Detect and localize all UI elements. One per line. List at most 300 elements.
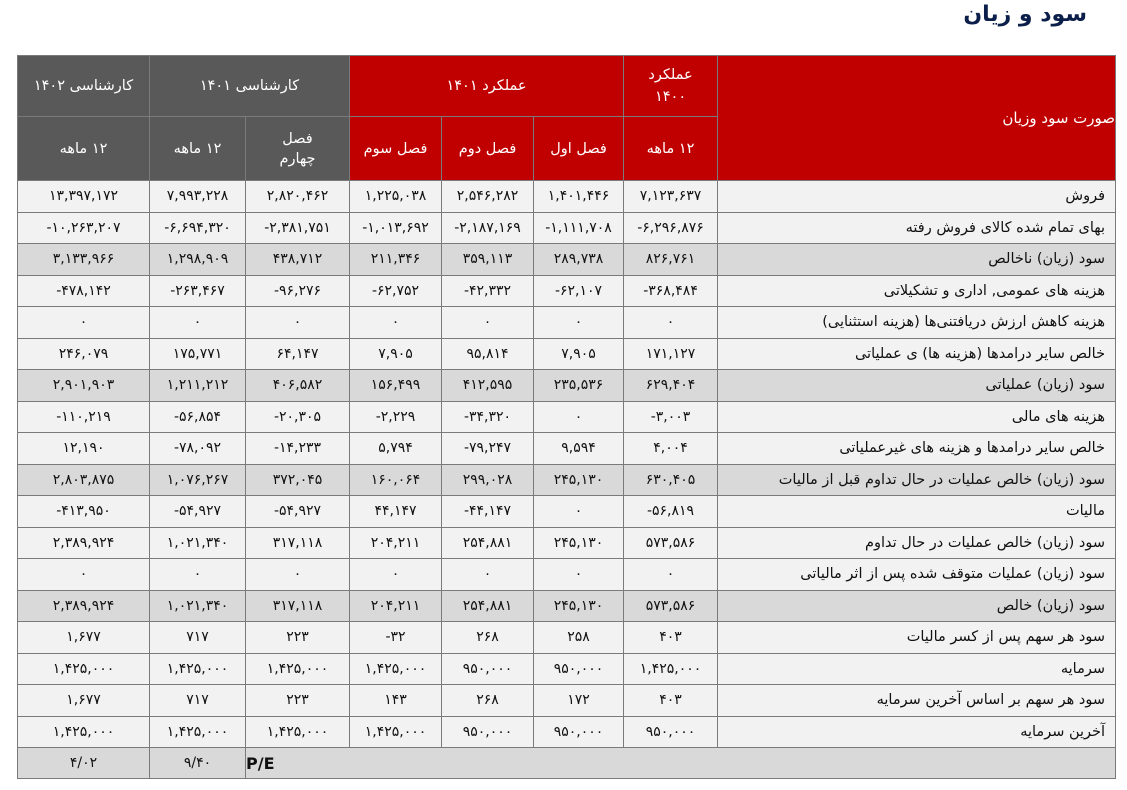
cell-1401-q4 (246, 275, 350, 307)
table-row (18, 212, 1116, 244)
cell-value: ۲۲۳ (286, 629, 309, 646)
cell-est1402-12m (18, 464, 150, 496)
cell-value: ۲۴۶,۰۷۹ (58, 345, 109, 362)
row-label: هزینه های مالی (718, 401, 1116, 433)
cell-value: -۲,۲۲۹ (375, 408, 416, 425)
cell-est1401-12m (150, 716, 246, 748)
pe-est1402 (18, 748, 150, 779)
cell-value: -۶,۶۹۴,۳۲۰ (164, 219, 231, 236)
cell-1400-12m (624, 181, 718, 213)
cell-value: -۹۶,۲۷۶ (273, 282, 322, 299)
cell-value: ۱,۰۲۱,۳۴۰ (166, 534, 229, 551)
cell-value: ۷,۱۲۳,۶۳۷ (639, 188, 702, 205)
cell-1401-q2 (442, 370, 534, 402)
cell-1401-q1 (534, 275, 624, 307)
cell-value: ۱,۴۲۵,۰۰۰ (364, 723, 427, 740)
cell-1401-q4 (246, 685, 350, 717)
cell-est1402-12m (18, 496, 150, 528)
cell-value: ۱,۴۲۵,۰۰۰ (166, 660, 229, 677)
cell-est1402-12m (18, 559, 150, 591)
cell-value: ۲۵۴,۸۸۱ (462, 597, 513, 614)
row-label: بهای تمام شده کالای فروش رفته (718, 212, 1116, 244)
group-header-actual-1401: عملکرد ۱۴۰۱ (350, 56, 624, 117)
cell-1401-q4 (246, 653, 350, 685)
cell-value: ۲,۵۴۶,۲۸۲ (456, 188, 519, 205)
cell-1400-12m (624, 559, 718, 591)
cell-est1401-12m (150, 275, 246, 307)
cell-value: -۵۴,۹۲۷ (273, 503, 322, 520)
cell-1401-q1 (534, 559, 624, 591)
cell-value: ۲۲۳ (286, 692, 309, 709)
cell-value: ۲۹۹,۰۲۸ (462, 471, 513, 488)
cell-value: -۱۱۰,۲۱۹ (56, 408, 111, 425)
cell-value: ۹۵۰,۰۰۰ (645, 723, 696, 740)
cell-value: ۹,۵۹۴ (561, 440, 596, 457)
cell-value: -۶۲,۷۵۲ (371, 282, 420, 299)
cell-1401-q2 (442, 181, 534, 213)
table-row (18, 181, 1116, 213)
cell-1400-12m (624, 433, 718, 465)
row-label: هزینه کاهش ارزش دریافتنی‌ها (هزینه استثنایی) (718, 307, 1116, 339)
cell-1401-q2 (442, 401, 534, 433)
cell-est1402-12m (18, 685, 150, 717)
cell-1401-q4 (246, 433, 350, 465)
cell-value: ۱۵۶,۴۹۹ (370, 377, 421, 394)
cell-1401-q3 (350, 590, 442, 622)
cell-value: ۱,۰۷۶,۲۶۷ (166, 471, 229, 488)
page-title: سود و زیان (963, 2, 1087, 27)
cell-1401-q1 (534, 401, 624, 433)
cell-value: ۱,۴۲۵,۰۰۰ (52, 660, 115, 677)
subheader-est1402-12m: ۱۲ ماهه (18, 117, 150, 181)
row-label: سود هر سهم بر اساس آخرین سرمایه (718, 685, 1116, 717)
cell-est1401-12m (150, 370, 246, 402)
cell-value: ۲۴۵,۱۳۰ (553, 597, 604, 614)
cell-1400-12m (624, 653, 718, 685)
cell-est1402-12m (18, 212, 150, 244)
cell-1401-q2 (442, 307, 534, 339)
cell-1401-q4 (246, 181, 350, 213)
cell-value: ۲,۳۸۹,۹۲۴ (52, 597, 115, 614)
cell-1401-q1 (534, 653, 624, 685)
cell-value: ۲۰۴,۲۱۱ (370, 597, 421, 614)
cell-1401-q4 (246, 559, 350, 591)
cell-1401-q2 (442, 433, 534, 465)
cell-1401-q2 (442, 653, 534, 685)
group-header-estimate-1401: کارشناسی ۱۴۰۱ (150, 56, 350, 117)
cell-1401-q3 (350, 527, 442, 559)
cell-est1401-12m (150, 307, 246, 339)
cell-value: ۳,۱۳۳,۹۶۶ (52, 251, 115, 268)
cell-1401-q4 (246, 370, 350, 402)
table-row (18, 433, 1116, 465)
cell-value: ۴۱۲,۵۹۵ (462, 377, 513, 394)
cell-est1401-12m (150, 496, 246, 528)
cell-value: ۴,۰۰۴ (653, 440, 688, 457)
table-row (18, 527, 1116, 559)
pe-est1401 (150, 748, 246, 779)
table-body (18, 181, 1116, 779)
subheader-q4 (246, 117, 350, 181)
subheader-q1: فصل اول (534, 117, 624, 181)
cell-value: ۰ (293, 566, 302, 583)
cell-value: ۹/۴۰ (183, 755, 212, 771)
cell-1400-12m (624, 244, 718, 276)
cell-value: ۲۵۴,۸۸۱ (462, 534, 513, 551)
cell-1401-q3 (350, 496, 442, 528)
cell-value: ۵۷۳,۵۸۶ (645, 597, 696, 614)
cell-value: ۲,۹۰۱,۹۰۳ (52, 377, 115, 394)
cell-value: -۳۲ (385, 629, 406, 646)
cell-value: -۱,۰۱۳,۶۹۲ (362, 219, 429, 236)
cell-value: ۲۶۸ (476, 692, 499, 709)
cell-value: ۷,۹۰۵ (378, 345, 413, 362)
cell-value: ۴۴,۱۴۷ (374, 503, 417, 520)
cell-value: ۱,۰۲۱,۳۴۰ (166, 597, 229, 614)
cell-value: ۶۳۰,۴۰۵ (645, 471, 696, 488)
cell-1401-q2 (442, 527, 534, 559)
cell-1401-q1 (534, 212, 624, 244)
cell-value: ۱۳,۳۹۷,۱۷۲ (48, 188, 119, 205)
cell-1401-q3 (350, 433, 442, 465)
cell-value: -۵۴,۹۲۷ (173, 503, 222, 520)
cell-1401-q1 (534, 464, 624, 496)
cell-1400-12m (624, 685, 718, 717)
table-row (18, 244, 1116, 276)
cell-1401-q3 (350, 401, 442, 433)
cell-1401-q3 (350, 307, 442, 339)
cell-value: -۲۶۳,۴۶۷ (170, 282, 225, 299)
cell-1401-q2 (442, 338, 534, 370)
cell-value: ۲۳۵,۵۳۶ (553, 377, 604, 394)
cell-1401-q1 (534, 590, 624, 622)
row-label: هزینه های عمومی, اداری و تشکیلاتی (718, 275, 1116, 307)
cell-1400-12m (624, 212, 718, 244)
cell-1401-q4 (246, 307, 350, 339)
cell-value: ۰ (574, 566, 583, 583)
cell-value: ۰ (293, 314, 302, 331)
cell-value: ۹۵,۸۱۴ (466, 345, 509, 362)
cell-1401-q1 (534, 527, 624, 559)
cell-value: ۴۰۶,۵۸۲ (272, 377, 323, 394)
cell-value: ۳۱۷,۱۱۸ (272, 597, 323, 614)
cell-value: ۴/۰۲ (69, 755, 98, 771)
group-header-actual-1400 (624, 56, 718, 117)
subheader-1400-12m: ۱۲ ماهه (624, 117, 718, 181)
cell-1401-q1 (534, 685, 624, 717)
cell-value: ۰ (666, 566, 675, 583)
cell-value: ۱,۴۲۵,۰۰۰ (52, 723, 115, 740)
table-row (18, 464, 1116, 496)
cell-1400-12m (624, 527, 718, 559)
cell-est1401-12m (150, 244, 246, 276)
row-label: مالیات (718, 496, 1116, 528)
q4-line1: فصل (282, 130, 313, 147)
cell-value: ۳۷۲,۰۴۵ (272, 471, 323, 488)
cell-1401-q3 (350, 244, 442, 276)
cell-1401-q2 (442, 685, 534, 717)
cell-value: ۰ (483, 566, 492, 583)
cell-1401-q1 (534, 622, 624, 654)
row-label: خالص سایر درامدها (هزینه ها) ی عملیاتی (718, 338, 1116, 370)
row-label: فروش (718, 181, 1116, 213)
income-statement-table (17, 55, 1116, 779)
cell-value: ۱,۴۲۵,۰۰۰ (266, 723, 329, 740)
cell-value: ۰ (79, 314, 88, 331)
label-column-header: صورت سود وزیان (718, 56, 1116, 181)
subheader-q2: فصل دوم (442, 117, 534, 181)
cell-1400-12m (624, 401, 718, 433)
cell-value: ۵,۷۹۴ (378, 440, 413, 457)
cell-est1402-12m (18, 275, 150, 307)
cell-value: ۱,۴۲۵,۰۰۰ (639, 660, 702, 677)
cell-1401-q3 (350, 653, 442, 685)
cell-value: ۱۷۱,۱۲۷ (645, 345, 696, 362)
cell-1401-q1 (534, 338, 624, 370)
table-row (18, 590, 1116, 622)
cell-value: -۲,۳۸۱,۷۵۱ (264, 219, 331, 236)
cell-est1402-12m (18, 433, 150, 465)
cell-1400-12m (624, 275, 718, 307)
cell-value: -۵۶,۸۵۴ (173, 408, 222, 425)
row-label: سود (زیان) عملیاتی (718, 370, 1116, 402)
row-label: آخرین سرمایه (718, 716, 1116, 748)
cell-value: ۷,۹۰۵ (561, 345, 596, 362)
cell-value: ۲,۸۰۳,۸۷۵ (52, 471, 115, 488)
cell-value: -۴۱۳,۹۵۰ (56, 503, 111, 520)
cell-1401-q2 (442, 716, 534, 748)
cell-value: ۱,۴۲۵,۰۰۰ (266, 660, 329, 677)
cell-1401-q4 (246, 716, 350, 748)
pe-row (18, 748, 1116, 779)
cell-value: ۲۵۸ (567, 629, 590, 646)
group-1400-line2: ۱۴۰۰ (654, 89, 687, 105)
table-row (18, 496, 1116, 528)
cell-1400-12m (624, 496, 718, 528)
cell-value: ۹۵۰,۰۰۰ (462, 723, 513, 740)
cell-value: ۲,۸۲۰,۴۶۲ (266, 188, 329, 205)
cell-1401-q4 (246, 527, 350, 559)
cell-1401-q2 (442, 464, 534, 496)
cell-est1402-12m (18, 653, 150, 685)
cell-1400-12m (624, 716, 718, 748)
cell-value: -۳,۰۰۳ (650, 408, 691, 425)
cell-value: ۱,۲۱۱,۲۱۲ (166, 377, 229, 394)
q4-line2: چهارم (279, 150, 316, 167)
cell-est1402-12m (18, 244, 150, 276)
cell-1401-q1 (534, 433, 624, 465)
row-label: سود (زیان) خالص عملیات در حال تداوم قبل از مالیات (718, 464, 1116, 496)
row-label: سود (زیان) عملیات متوقف شده پس از اثر مالیاتی (718, 559, 1116, 591)
cell-value: -۲۰,۳۰۵ (273, 408, 322, 425)
cell-value: -۷۹,۲۴۷ (463, 440, 512, 457)
cell-value: ۰ (574, 408, 583, 425)
cell-est1401-12m (150, 464, 246, 496)
cell-value: ۴۰۳ (659, 692, 682, 709)
table-row (18, 370, 1116, 402)
cell-value: -۱۰,۲۶۳,۲۰۷ (46, 219, 121, 236)
table-row (18, 716, 1116, 748)
cell-value: ۰ (193, 314, 202, 331)
cell-value: ۹۵۰,۰۰۰ (553, 660, 604, 677)
cell-value: ۷۱۷ (186, 629, 209, 646)
group-header-estimate-1402: کارشناسی ۱۴۰۲ (18, 56, 150, 117)
cell-est1402-12m (18, 527, 150, 559)
cell-1401-q4 (246, 590, 350, 622)
cell-1400-12m (624, 590, 718, 622)
cell-value: -۱,۱۱۱,۷۰۸ (545, 219, 612, 236)
subheader-est1401-12m: ۱۲ ماهه (150, 117, 246, 181)
table-row (18, 653, 1116, 685)
cell-1401-q1 (534, 496, 624, 528)
cell-1400-12m (624, 338, 718, 370)
cell-1401-q2 (442, 559, 534, 591)
row-label: سود (زیان) خالص عملیات در حال تداوم (718, 527, 1116, 559)
cell-1401-q3 (350, 559, 442, 591)
cell-value: -۱۴,۲۳۳ (273, 440, 322, 457)
cell-est1401-12m (150, 622, 246, 654)
row-label: خالص سایر درامدها و هزینه های غیرعملیاتی (718, 433, 1116, 465)
cell-value: ۱۶۰,۰۶۴ (370, 471, 421, 488)
cell-est1402-12m (18, 338, 150, 370)
cell-value: ۳۱۷,۱۱۸ (272, 534, 323, 551)
cell-value: ۶۴,۱۴۷ (276, 345, 319, 362)
cell-value: ۷,۹۹۳,۲۲۸ (166, 188, 229, 205)
cell-value: ۲۸۹,۷۳۸ (553, 251, 604, 268)
row-label: سرمایه (718, 653, 1116, 685)
cell-1400-12m (624, 307, 718, 339)
cell-est1401-12m (150, 212, 246, 244)
cell-value: ۱۷۵,۷۷۱ (172, 345, 223, 362)
table-row (18, 307, 1116, 339)
cell-1401-q1 (534, 716, 624, 748)
cell-value: ۰ (666, 314, 675, 331)
cell-1401-q4 (246, 464, 350, 496)
cell-value: ۰ (483, 314, 492, 331)
table-row (18, 338, 1116, 370)
cell-est1401-12m (150, 181, 246, 213)
cell-1401-q1 (534, 307, 624, 339)
cell-value: ۶۲۹,۴۰۴ (645, 377, 696, 394)
cell-value: -۲,۱۸۷,۱۶۹ (454, 219, 521, 236)
cell-1401-q1 (534, 370, 624, 402)
cell-value: -۶,۲۹۶,۸۷۶ (637, 219, 704, 236)
row-label: سود (زیان) ناخالص (718, 244, 1116, 276)
cell-value: ۰ (391, 566, 400, 583)
cell-value: ۸۲۶,۷۶۱ (645, 251, 696, 268)
cell-value: -۵۶,۸۱۹ (646, 503, 695, 520)
cell-value: -۴۲,۳۳۲ (463, 282, 512, 299)
cell-value: ۰ (574, 503, 583, 520)
cell-1401-q3 (350, 622, 442, 654)
table-row (18, 401, 1116, 433)
cell-value: -۶۲,۱۰۷ (554, 282, 603, 299)
cell-value: ۵۷۳,۵۸۶ (645, 534, 696, 551)
cell-value: -۴۷۸,۱۴۲ (56, 282, 111, 299)
cell-value: ۲۴۵,۱۳۰ (553, 534, 604, 551)
cell-value: ۳۵۹,۱۱۳ (462, 251, 513, 268)
cell-est1402-12m (18, 622, 150, 654)
cell-est1401-12m (150, 590, 246, 622)
cell-value: ۱,۶۷۷ (66, 629, 101, 646)
cell-est1401-12m (150, 653, 246, 685)
cell-1401-q4 (246, 496, 350, 528)
cell-value: ۱,۴۲۵,۰۰۰ (166, 723, 229, 740)
pe-label: P/E (246, 748, 1116, 779)
cell-1401-q3 (350, 181, 442, 213)
cell-1400-12m (624, 622, 718, 654)
cell-value: ۰ (193, 566, 202, 583)
cell-value: ۱,۴۰۱,۴۴۶ (547, 188, 610, 205)
cell-value: ۱۷۲ (567, 692, 590, 709)
cell-value: ۴۳۸,۷۱۲ (272, 251, 323, 268)
cell-1401-q4 (246, 244, 350, 276)
cell-1401-q4 (246, 212, 350, 244)
cell-est1401-12m (150, 527, 246, 559)
cell-1401-q3 (350, 464, 442, 496)
cell-value: ۰ (574, 314, 583, 331)
row-label: سود (زیان) خالص (718, 590, 1116, 622)
cell-1401-q4 (246, 622, 350, 654)
table-row (18, 275, 1116, 307)
cell-est1401-12m (150, 338, 246, 370)
cell-1401-q2 (442, 622, 534, 654)
cell-1401-q2 (442, 244, 534, 276)
cell-1401-q3 (350, 275, 442, 307)
cell-1401-q1 (534, 181, 624, 213)
cell-est1402-12m (18, 716, 150, 748)
cell-value: ۱,۲۲۵,۰۳۸ (364, 188, 427, 205)
cell-value: -۴۴,۱۴۷ (463, 503, 512, 520)
cell-est1402-12m (18, 181, 150, 213)
cell-value: -۷۸,۰۹۲ (173, 440, 222, 457)
table-row (18, 685, 1116, 717)
cell-1400-12m (624, 464, 718, 496)
cell-value: ۱۴۳ (384, 692, 407, 709)
cell-1401-q4 (246, 401, 350, 433)
cell-est1402-12m (18, 401, 150, 433)
cell-1401-q3 (350, 716, 442, 748)
cell-value: ۱,۶۷۷ (66, 692, 101, 709)
cell-value: ۴۰۳ (659, 629, 682, 646)
table-row (18, 622, 1116, 654)
cell-est1402-12m (18, 370, 150, 402)
cell-value: ۲۶۸ (476, 629, 499, 646)
cell-1401-q1 (534, 244, 624, 276)
cell-1401-q4 (246, 338, 350, 370)
cell-value: ۲۰۴,۲۱۱ (370, 534, 421, 551)
cell-value: ۹۵۰,۰۰۰ (462, 660, 513, 677)
subheader-q3: فصل سوم (350, 117, 442, 181)
cell-value: -۳۶۸,۴۸۴ (643, 282, 698, 299)
cell-value: ۲۱۱,۳۴۶ (370, 251, 421, 268)
cell-value: ۰ (391, 314, 400, 331)
cell-value: -۳۴,۳۲۰ (463, 408, 512, 425)
cell-1401-q3 (350, 338, 442, 370)
cell-est1401-12m (150, 685, 246, 717)
cell-1400-12m (624, 370, 718, 402)
cell-1401-q3 (350, 685, 442, 717)
group-1400-line1: عملکرد (648, 67, 693, 83)
cell-1401-q3 (350, 370, 442, 402)
cell-1401-q2 (442, 590, 534, 622)
cell-est1402-12m (18, 590, 150, 622)
cell-est1401-12m (150, 401, 246, 433)
cell-value: ۲۴۵,۱۳۰ (553, 471, 604, 488)
table-row (18, 559, 1116, 591)
cell-1401-q3 (350, 212, 442, 244)
cell-value: ۹۵۰,۰۰۰ (553, 723, 604, 740)
